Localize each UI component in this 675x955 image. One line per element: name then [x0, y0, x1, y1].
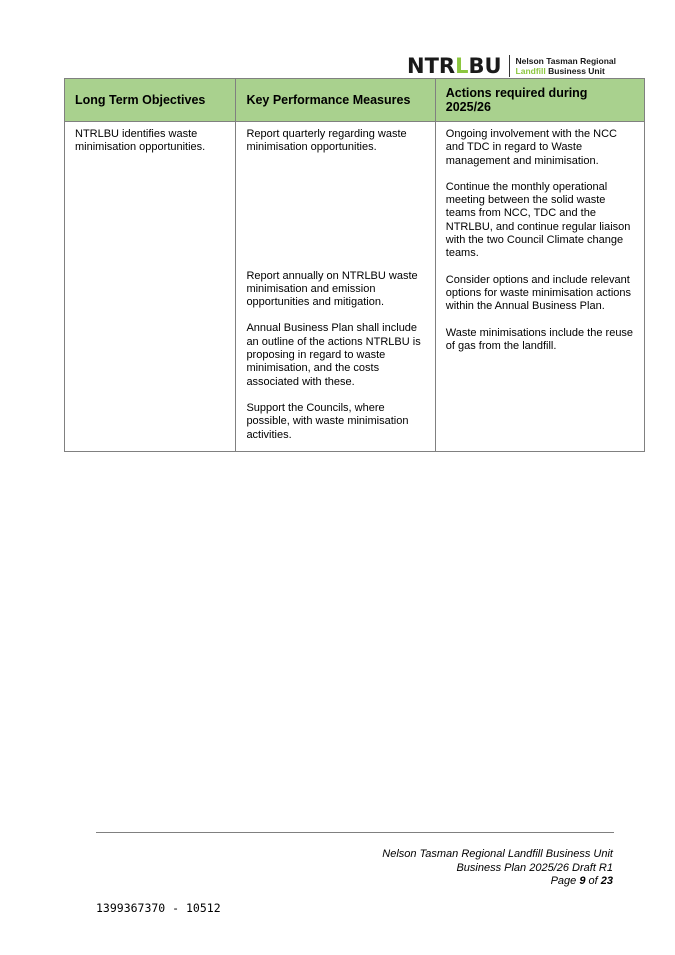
objective-cell	[65, 122, 236, 452]
table-header-row	[65, 79, 645, 122]
action-text-3: Consider options and include relevant options for waste minimisation actions within the Annual Business Plan.	[445, 273, 632, 313]
page-prefix: Page	[550, 875, 580, 887]
table-row	[65, 122, 645, 452]
objective-text: NTRLBU identifies waste minimisation opportunities.	[75, 128, 206, 154]
logo-text-bu: BU	[468, 54, 502, 78]
page-current: 9	[579, 875, 586, 887]
kpm-text-1: Report quarterly regarding waste minimisation opportunities.	[246, 128, 407, 154]
logo-wordmark	[407, 54, 502, 78]
kpm-text-3: Annual Business Plan shall include an outline of the actions NTRLBU is proposing in regard to waste minimisation, and the costs associated with these.	[246, 322, 421, 388]
kpm-text-2: Report annually on NTRLBU waste minimisation and emission opportunities and mitigation.	[246, 269, 418, 309]
page-total: 23	[600, 875, 613, 887]
action-text-2: Continue the monthly operational meeting between the solid waste teams from NCC, TDC and the NTRLBU, and continue regular liaison with the two Council Climate change teams.	[445, 180, 631, 260]
kpm-text-4: Support the Councils, where possible, with waste minimisation activities.	[246, 401, 409, 441]
action-text-4: Waste minimisations include the reuse of gas from the landfill.	[445, 326, 634, 352]
logo-subtitle-line2	[516, 66, 616, 76]
footer-divider	[96, 832, 614, 833]
header-long-term-objectives: Long Term Objectives	[65, 79, 236, 122]
logo-divider	[509, 55, 510, 77]
logo-subtitle-business-unit: Business Unit	[545, 66, 605, 76]
page-of: of	[585, 875, 601, 887]
page-footer	[382, 848, 613, 889]
logo-subtitle-landfill: Landfill	[515, 66, 546, 76]
objectives-table	[64, 78, 645, 452]
kpm-cell	[236, 122, 435, 452]
footer-org: Nelson Tasman Regional Landfill Business Unit	[382, 848, 613, 860]
header-actions-required: Actions required during 2025/26	[435, 79, 644, 122]
header-key-performance-measures: Key Performance Measures	[236, 79, 435, 122]
footer-doc-title: Business Plan 2025/26 Draft R1	[456, 861, 613, 874]
logo-text-l: L	[455, 54, 469, 78]
action-text-1: Ongoing involvement with the NCC and TDC in regard to Waste management and minimisation.	[445, 128, 617, 167]
logo-subtitle	[516, 56, 616, 76]
ntrlbu-logo	[407, 54, 616, 78]
actions-cell	[435, 122, 644, 452]
logo-subtitle-line1: Nelson Tasman Regional	[515, 56, 616, 66]
logo-text-ntr: NTR	[407, 54, 456, 78]
footer-page-number	[382, 875, 613, 889]
document-id: 1399367370 - 10512	[96, 901, 221, 915]
